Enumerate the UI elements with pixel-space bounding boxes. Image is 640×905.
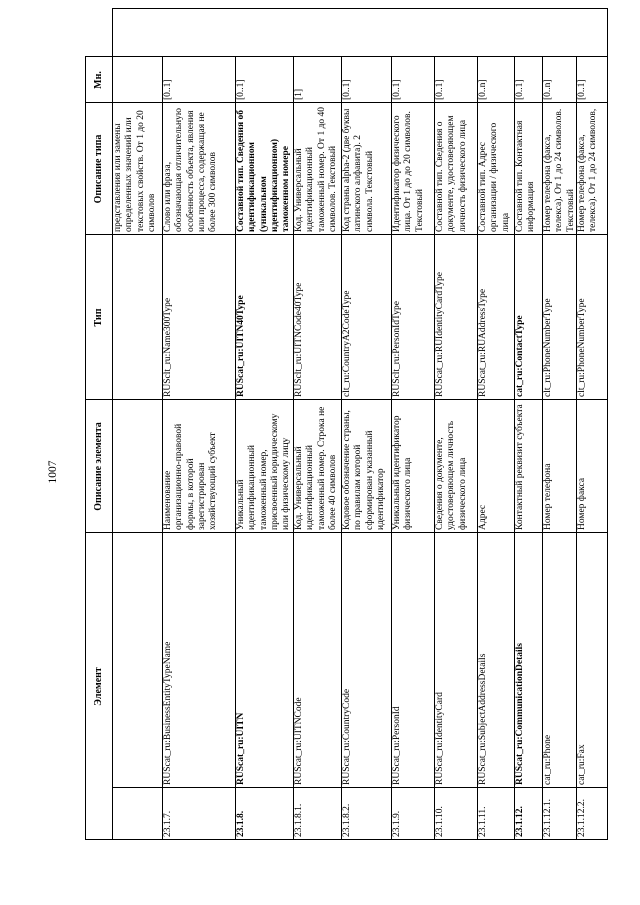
element-desc-cell: Контактный реквизит субъекта: [515, 404, 525, 530]
element-desc-cell: Код. Универсальный идентификационный таможенный номер. Строка не более 40 символов: [294, 406, 338, 530]
header-type: Тип: [92, 308, 104, 327]
type-desc-cell: Составной тип. Контактная информация: [515, 120, 537, 232]
mult-cell: [0..n]: [543, 79, 553, 100]
grid-line: [477, 57, 478, 840]
mult-cell: [0..n]: [478, 79, 488, 100]
grid-line: [85, 56, 608, 57]
grid-line: [607, 8, 608, 840]
header-element-desc: Описание элемента: [92, 422, 104, 511]
element-name-cell: RUScat_ru:UITN: [236, 712, 246, 785]
type-desc-cell: Номер телефона (факса, телекса). От 1 до 24 символов,: [577, 108, 599, 232]
element-name-cell: cat_ru:Fax: [577, 744, 587, 785]
element-desc-cell: Адрес: [478, 504, 488, 530]
type-desc-cell: Идентификатор физического лица. От 1 до до 20 символов. Текстовый: [392, 111, 425, 232]
mult-cell: [0..1]: [163, 79, 173, 100]
grid-line: [162, 57, 163, 840]
type-cell: RUSclt_ru:PersonIdType: [392, 301, 402, 397]
element-name-cell: RUScat_ru:SubjectAddressDetails: [478, 653, 488, 785]
type-cell: clt_ru:PhoneNumberType: [543, 298, 553, 397]
grid-line: [85, 234, 608, 235]
grid-line: [293, 57, 294, 840]
row-number-cell: 23.1.8.1.: [294, 803, 304, 837]
grid-line: [112, 8, 608, 9]
mult-cell: [0..1]: [435, 79, 445, 100]
type-desc-cell: Составной тип. Сведения об идентификационном (уникальном идентификационном) таможенном номере: [236, 110, 292, 232]
type-desc-cell: представления или замены определенных значений или текстовых свойств. От 1 до 20 символов: [113, 110, 157, 232]
element-name-cell: RUScat_ru:BusinessEntityTypeName: [163, 641, 173, 785]
type-desc-cell: Номер телефона (факса, телекса). От 1 до 24 символов. Текстовый: [543, 108, 576, 232]
grid-line: [112, 8, 113, 840]
grid-line: [85, 102, 608, 103]
mult-cell: [1]: [294, 88, 304, 100]
element-name-cell: RUScat_ru:UITNCode: [294, 697, 304, 785]
type-cell: RUScat_ru:RUAddressType: [478, 288, 488, 397]
row-number-cell: 23.1.11.: [478, 806, 488, 837]
mult-cell: [0..1]: [236, 79, 246, 100]
element-name-cell: RUScat_ru:IdentityCard: [435, 692, 445, 785]
element-name-cell: cat_ru:Phone: [543, 734, 553, 785]
row-number-cell: 23.1.12.1.: [543, 799, 553, 837]
grid-line: [542, 57, 543, 840]
type-cell: RUScat_ru:RUIdentityCardType: [435, 272, 445, 397]
mult-cell: [0..1]: [577, 79, 587, 100]
element-desc-cell: Номер телефона: [543, 463, 553, 530]
element-desc-cell: Сведения о документе, удостоверяющем личность физического лица: [435, 420, 468, 530]
grid-line: [434, 57, 435, 840]
grid-line: [391, 57, 392, 840]
type-cell: clt_ru:PhoneNumberType: [577, 298, 587, 397]
type-cell: RUSclt_ru:Name300Type: [163, 297, 173, 397]
type-cell: cat_ru:ContactType: [515, 315, 525, 397]
header-type-desc: Описание типа: [92, 134, 104, 204]
grid-line: [85, 57, 86, 840]
grid-line: [85, 532, 608, 533]
row-number-cell: 23.1.12.2.: [577, 799, 587, 837]
row-number-cell: 23.1.10.: [435, 806, 445, 837]
page-number: 1007: [47, 460, 59, 484]
grid-line: [235, 57, 236, 840]
row-number-cell: 23.1.8.2.: [342, 803, 352, 837]
type-desc-cell: Код. Универсальный идентификационный таможенный номер. От 1 до 40 символов. Текстовый: [294, 106, 338, 232]
element-desc-cell: Уникальный идентификационный таможенный номер, присвоенный юридическому или физическому лицу: [236, 413, 292, 530]
element-name-cell: RUScat_ru:PersonId: [392, 706, 402, 785]
mult-cell: [0..1]: [515, 79, 525, 100]
row-number-cell: 23.1.12.: [515, 806, 525, 837]
type-cell: RUSclt_ru:UITNCode40Type: [294, 282, 304, 397]
grid-line: [576, 57, 577, 840]
type-desc-cell: Код страны alpha-2 (две буквы латинского алфавита). 2 символа. Текстовый: [342, 108, 375, 232]
grid-line: [85, 399, 608, 400]
element-desc-cell: Номер факса: [577, 477, 587, 530]
header-element: Элемент: [92, 667, 104, 706]
type-cell: clt_ru:CountryA2CodeType: [342, 290, 352, 397]
type-cell: RUScat_ru:UITN40Type: [236, 295, 246, 397]
row-number-cell: 23.1.7.: [163, 810, 173, 837]
rotated-table: [85, 8, 608, 840]
mult-cell: [0..1]: [392, 79, 402, 100]
element-desc-cell: Уникальный идентификатор физического лица: [392, 415, 414, 530]
mult-cell: [0..1]: [342, 79, 352, 100]
grid-line: [514, 57, 515, 840]
type-desc-cell: Составной тип. Сведения о документе, удостоверяющем личность физического лица: [435, 115, 468, 232]
row-number-cell: 23.1.9.: [392, 810, 402, 837]
element-name-cell: RUScat_ru:CommunicationDetails: [515, 643, 525, 785]
grid-line: [85, 839, 608, 840]
type-desc-cell: Слово или фраза, обозначающая отличительную особенность объекта, явления или процесса, содержащая не более 300 символов: [163, 108, 219, 232]
element-name-cell: RUScat_ru:CountryCode: [342, 688, 352, 785]
grid-line: [112, 787, 608, 788]
grid-line: [341, 57, 342, 840]
element-desc-cell: Кодовое обозначение страны, по правилам которой сформирован указанный идентификатор: [342, 410, 386, 530]
row-number-cell: 23.1.8.: [236, 810, 246, 837]
type-desc-cell: Составной тип. Адрес организации / физического лица: [478, 122, 511, 232]
element-desc-cell: Наименование организационно-правовой формы, в которой зарегистрирован хозяйствующий субъект: [163, 423, 219, 530]
header-mult: Мн.: [92, 71, 104, 89]
